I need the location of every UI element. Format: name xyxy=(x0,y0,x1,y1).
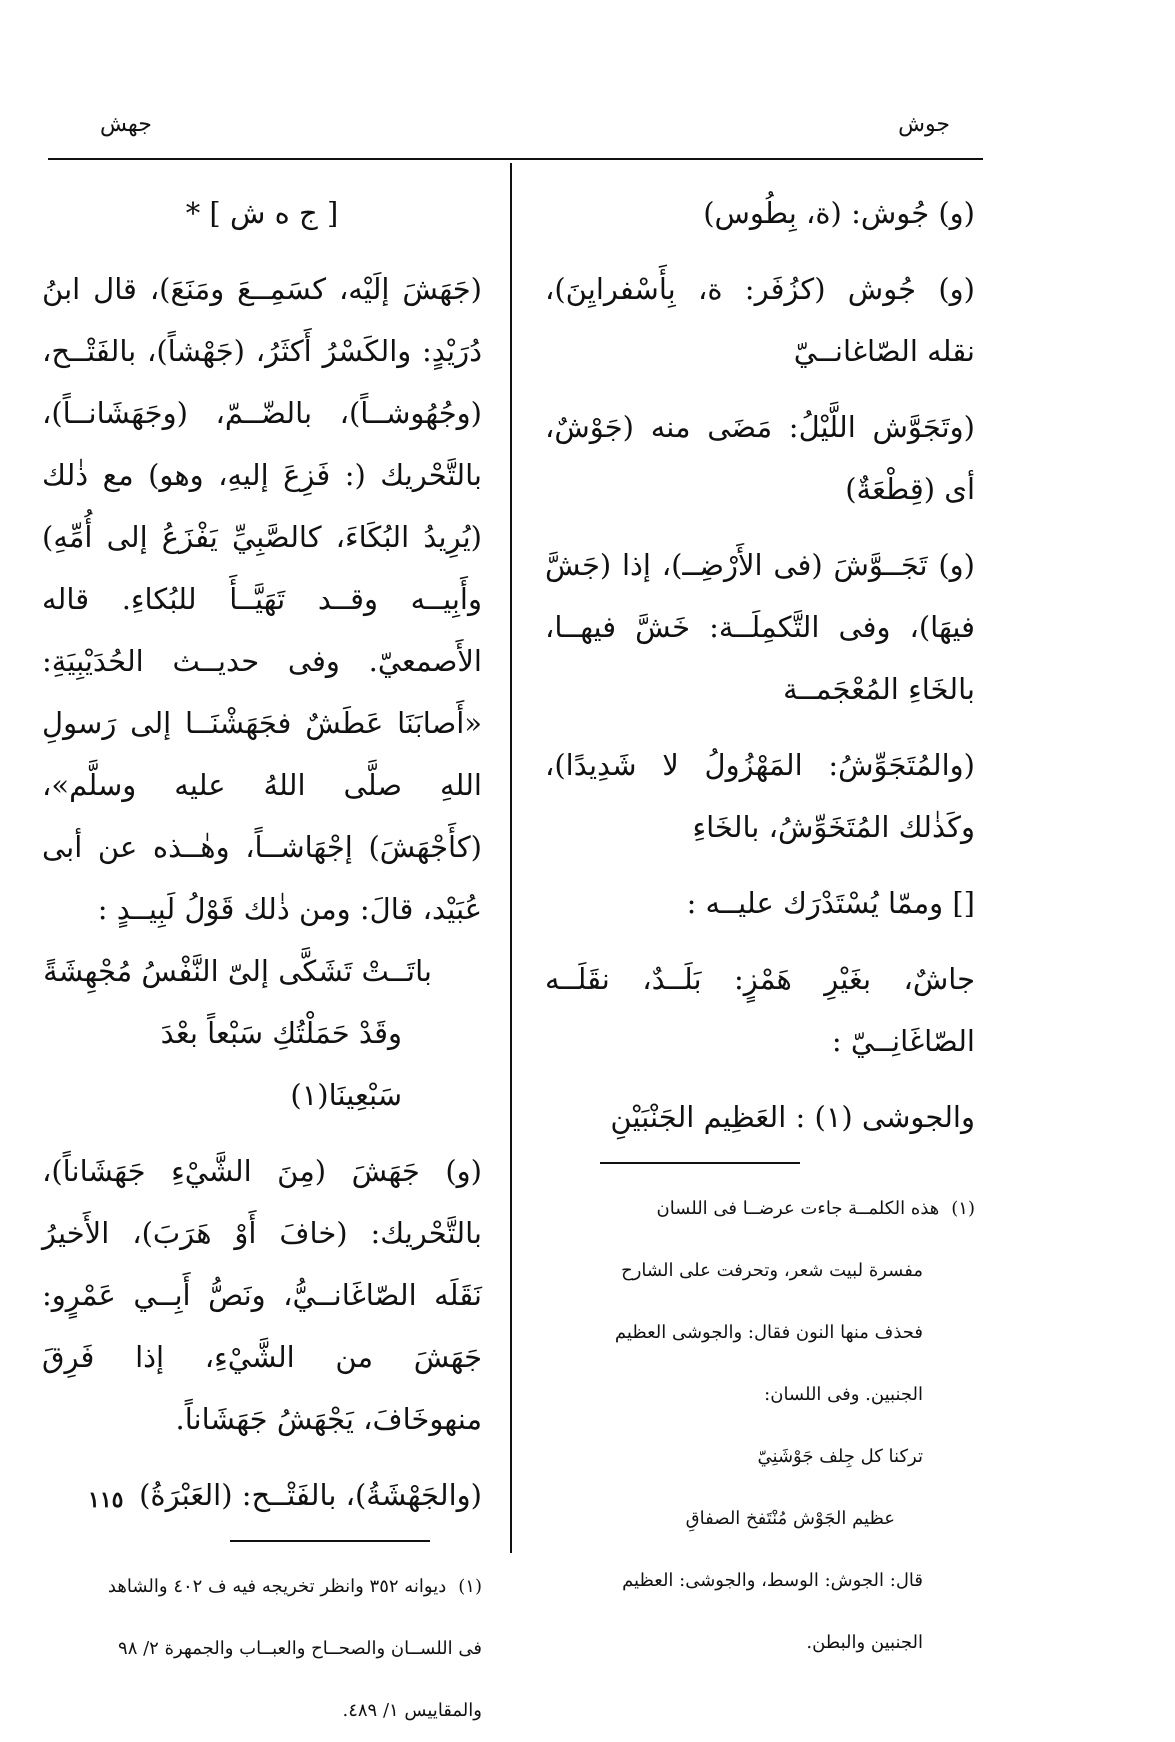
verse-line: وقَدْ حَمَلْتُكِ سَبْعاً بعْدَ سَبْعِينَا(١) xyxy=(160,1016,402,1112)
verse-line: باتَــتْ تَشَكَّى إلىّ النَّفْسُ مُجْهِشَةً xyxy=(43,954,432,988)
footnote-line: قال: الجوش: الوسط، والجوشى: العظيم xyxy=(622,1570,923,1591)
entry-paragraph: (و) تَجَــوَّشَ (فى الأَرْضِــ)، إذا (جَشَّ فيهَا)، وفى التَّكمِلَــة: خَشَّ فيهــا، بالخَاءِ المُعْجَمــة xyxy=(545,548,975,706)
footnote-left xyxy=(42,1556,482,1742)
footnote-number: (١) xyxy=(458,1576,482,1597)
footnote-line: (١) ديوانه ٣٥٢ وانظر تخريجه فيه ف ٤٠٢ والشاهد xyxy=(42,1556,482,1618)
footnote-number: (١) xyxy=(951,1198,975,1219)
footnote-line: فحذف منها النون فقال: والجوشى العظيم xyxy=(614,1322,923,1343)
footnote-line: مفسرة لبيت شعر، وتحرفت على الشارح xyxy=(621,1260,923,1281)
entry-paragraph: (جَهَشَ إلَيْه، كسَمِــعَ ومَنَعَ)، قال ابنُ دُرَيْدٍ: والكَسْرُ أَكثَرُ، (جَهْشاً)، بالفَتْــح، (وجُهُوشــاً)، بالضّــمّ، (وجَهَشَانــاً)، بالتَّحْريك (: فَزِعَ إليهِ، وهو) مع ذٰلك (يُرِيدُ البُكَاءَ، كالصَّبِيِّ يَفْزَعُ إلى أُمِّهِ) وأَبِيــه وقــد تَهَيَّــأَ للبُكاءِ. قاله الأَصمعيّ. وفى حديــث الحُدَيْبِيَةِ: «أَصابَنَا عَطَشٌ فجَهَشْنَــا إلى رَسولِ اللهِ صلَّى اللهُ عليه وسلَّم»، (كأَجْهَشَ) إجْهَاشــاً، وهٰــذه عن أبى عُبَيْد، قالَ: ومن ذٰلك قَوْلُ لَبِيــدٍ : xyxy=(42,272,482,926)
running-header-right: جوش xyxy=(898,112,950,137)
right-column xyxy=(545,182,975,1674)
footnote-line: الجنبين. وفى اللسان: xyxy=(764,1384,923,1405)
footnote-rule xyxy=(230,1540,430,1542)
entry-paragraph: (و) جَهَشَ (مِنَ الشَّيْءِ جَهَشَاناً)، بالتَّحْريك: (خافَ أَوْ هَرَبَ)، الأَخيرُ نَقَلَه الصّاغَانــيُّ، ونَصُّ أَبِــي عَمْرٍو: جَهَشَ من الشَّيْءِ، إذا فَرِقَ منهوخَافَ، يَجْهَشُ جَهَشَاناً. xyxy=(42,1154,482,1436)
entry-paragraph: (والجَهْشَةُ)، بالفَتْــح: (العَبْرَةُ) xyxy=(139,1478,482,1512)
entry-title: [ ج ه ش ] * xyxy=(185,196,339,230)
entry-paragraph: (و) جُوش (كزُفَر: ة، بِأَسْفرايِنَ)، نقله الصّاغانــيّ xyxy=(545,272,975,368)
addendum-heading: [] وممّا يُسْتَدْرَك عليــه : xyxy=(686,886,975,920)
running-header-left: جهش xyxy=(100,112,152,137)
footnote-right xyxy=(545,1178,975,1674)
footnote-line: والمقاييس ١/ ٤٨٩. xyxy=(342,1700,482,1721)
footnote-verse: تركنا كل جِلف جَوْشَنِيّ xyxy=(757,1446,923,1467)
page-number: ١١٥ xyxy=(88,1487,124,1513)
footnote-verse: عظيم الجَوْش مُنْتَفخ الصفاقِ xyxy=(685,1508,895,1529)
entry-paragraph: والجوشى (١) : العَظِيم الجَنْبَيْنِ xyxy=(610,1100,975,1134)
footnote-line: (١) هذه الكلمــة جاءت عرضــا فى اللسان xyxy=(545,1178,975,1240)
entry-paragraph: (والمُتَجَوِّشُ: المَهْزُولُ لا شَدِيدًا)، وكَذٰلك المُتَخَوِّشُ، بالخَاءِ xyxy=(545,748,975,844)
entry-paragraph: (و) جُوش: (ة، بِطُوس) xyxy=(703,196,975,230)
entry-paragraph: جاشٌ، بغَيْرِ هَمْزٍ: بَلَــدٌ، نقَلَــه الصّاغَانِــيّ : xyxy=(545,962,975,1058)
footnote-line: الجنبين والبطن. xyxy=(806,1632,923,1653)
footnote-rule xyxy=(600,1162,800,1164)
column-divider xyxy=(510,163,512,1553)
entry-paragraph: (وتَجَوَّش اللَّيْلُ: مَضَى منه (جَوْشٌ، أى (قِطْعَةٌ) xyxy=(545,410,975,506)
header-rule xyxy=(48,158,983,160)
footnote-line: فى اللســان والصحــاح والعبــاب والجمهرة ٢/ ٩٨ xyxy=(118,1638,482,1659)
